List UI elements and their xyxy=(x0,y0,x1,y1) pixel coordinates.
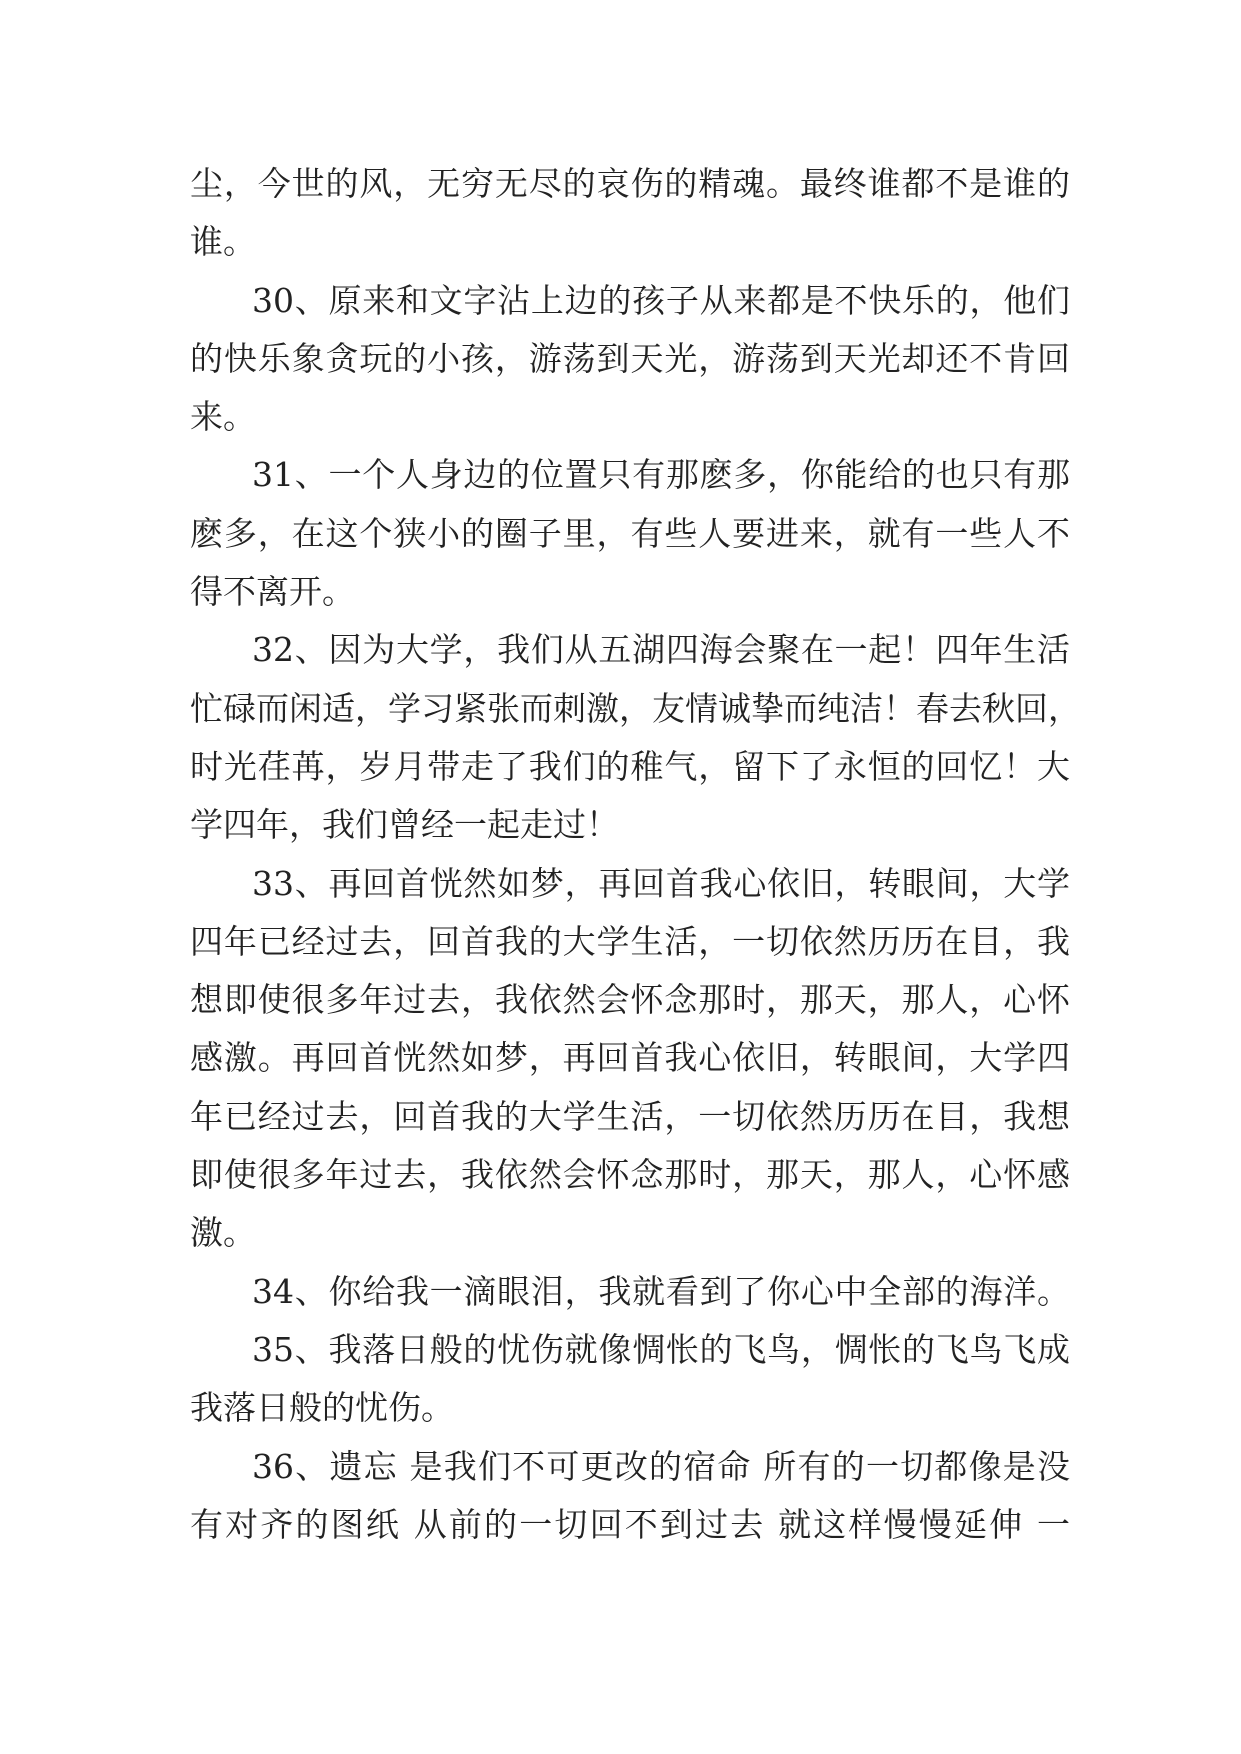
text-line: 30、原来和文字沾上边的孩子从来都是不快乐的，他们 xyxy=(252,280,1070,320)
text-line: 感激。再回首恍然如梦，再回首我心依旧，转眼间，大学四 xyxy=(190,1038,1070,1078)
text-line: 激。 xyxy=(190,1213,256,1253)
text-line: 即使很多年过去，我依然会怀念那时，那天，那人，心怀感 xyxy=(190,1155,1070,1195)
text-line: 33、再回首恍然如梦，再回首我心依旧，转眼间，大学 xyxy=(252,863,1070,903)
text-line: 我落日般的忧伤。 xyxy=(190,1388,454,1428)
text-line: 来。 xyxy=(190,397,256,437)
text-line: 想即使很多年过去，我依然会怀念那时，那天，那人，心怀 xyxy=(190,980,1070,1020)
text-line: 35、我落日般的忧伤就像惆怅的飞鸟，惆怅的飞鸟飞成 xyxy=(252,1329,1070,1369)
text-line: 尘，今世的风，无穷无尽的哀伤的精魂。最终谁都不是谁的 xyxy=(190,164,1070,203)
text-line: 有对齐的图纸 从前的一切回不到过去 就这样慢慢延伸 一 xyxy=(190,1504,1070,1544)
text-line: 麽多，在这个狭小的圈子里，有些人要进来，就有一些人不 xyxy=(190,513,1070,553)
text-line: 年已经过去，回首我的大学生活，一切依然历历在目，我想 xyxy=(190,1096,1070,1136)
text-line: 34、你给我一滴眼泪，我就看到了你心中全部的海洋。 xyxy=(252,1271,1070,1311)
text-line: 四年已经过去，回首我的大学生活，一切依然历历在目，我 xyxy=(190,921,1070,961)
text-line: 学四年，我们曾经一起走过！ xyxy=(190,805,619,845)
text-line: 忙碌而闲适，学习紧张而刺激，友情诚挚而纯洁！春去秋回， xyxy=(190,688,1081,728)
text-line: 32、因为大学，我们从五湖四海会聚在一起！四年生活 xyxy=(252,630,1070,670)
document-body xyxy=(190,155,1081,1554)
text-line: 谁。 xyxy=(190,222,256,262)
text-line: 36、遗忘 是我们不可更改的宿命 所有的一切都像是没 xyxy=(252,1446,1070,1486)
text-line: 31、一个人身边的位置只有那麽多，你能给的也只有那 xyxy=(252,455,1070,495)
text-line: 时光荏苒，岁月带走了我们的稚气，留下了永恒的回忆！大 xyxy=(190,746,1070,786)
text-line: 得不离开。 xyxy=(190,572,355,612)
text-line: 的快乐象贪玩的小孩，游荡到天光，游荡到天光却还不肯回 xyxy=(190,338,1070,378)
